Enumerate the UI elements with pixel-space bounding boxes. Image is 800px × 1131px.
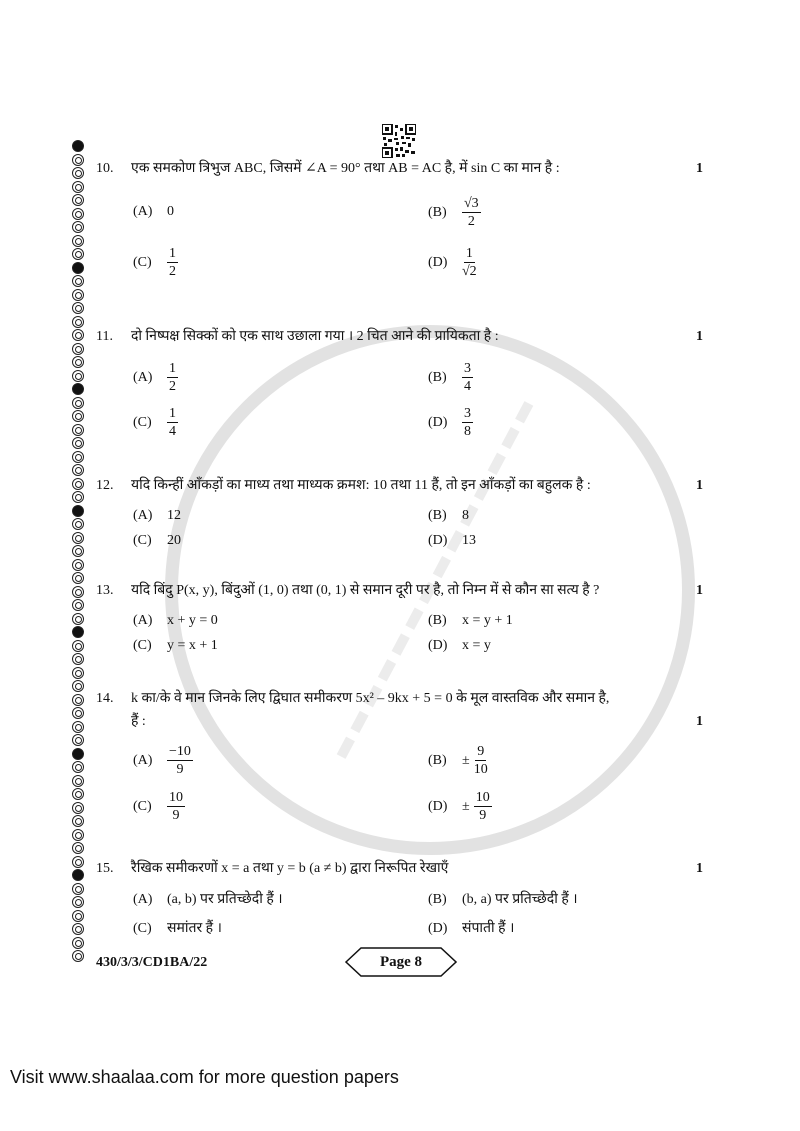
fraction — [462, 195, 481, 230]
ring-icon — [72, 167, 84, 179]
ring-icon — [72, 707, 84, 719]
numerator: 3 — [464, 406, 471, 421]
ring-icon — [72, 910, 84, 922]
ring-icon — [72, 788, 84, 800]
option-label: (C) — [133, 638, 152, 653]
fraction — [474, 789, 492, 824]
paper-code: 430/3/3/CD1BA/22 — [96, 955, 208, 970]
question-marks: 1 — [696, 329, 703, 344]
ring-icon — [72, 410, 84, 422]
fraction — [462, 360, 473, 395]
option-a — [133, 891, 283, 909]
option-b — [428, 612, 513, 630]
filled-ring-icon — [72, 869, 84, 881]
option-label: (B) — [428, 613, 447, 628]
option-b — [428, 743, 488, 778]
numerator: 10 — [475, 790, 490, 805]
denominator: 4 — [169, 424, 176, 439]
question-marks: 1 — [696, 583, 703, 598]
numerator: −10 — [169, 744, 191, 759]
plus-minus-sign: ± — [462, 752, 470, 768]
numerator: 1 — [169, 246, 176, 261]
option-b — [428, 360, 473, 395]
option-c — [133, 532, 181, 550]
option-label: (B) — [428, 204, 447, 220]
question-text: रैखिक समीकरणों x = a तथा y = b (a ≠ b) द्वारा निरूपित रेखाएँ — [131, 861, 449, 876]
option-d — [428, 405, 473, 440]
ring-icon — [72, 275, 84, 287]
option-d — [428, 245, 477, 280]
numerator: 9 — [477, 744, 485, 759]
page-number: Page 8 — [379, 954, 423, 970]
ring-icon — [72, 451, 84, 463]
denominator: 8 — [464, 424, 471, 439]
option-b — [428, 195, 481, 230]
question-text: एक समकोण त्रिभुज ABC, जिसमें ∠A = 90° तथा AB = AC है, में sin C का मान है : — [131, 161, 560, 176]
denominator: 9 — [176, 762, 184, 777]
option-value: 20 — [167, 533, 181, 548]
option-c — [133, 920, 222, 938]
denominator: 2 — [169, 264, 176, 279]
ring-icon — [72, 491, 84, 503]
filled-ring-icon — [72, 383, 84, 395]
ring-icon — [72, 829, 84, 841]
question-text-continued: हैं : — [131, 714, 146, 729]
denominator: 10 — [473, 762, 488, 777]
ring-icon — [72, 518, 84, 530]
option-label: (B) — [428, 752, 447, 768]
ring-icon — [72, 572, 84, 584]
question-text: यदि बिंदु P(x, y), बिंदुओं (1, 0) तथा (0, 1) से समान दूरी पर है, तो निम्न में से कौन सा सत्य है ? — [131, 583, 600, 598]
option-value: x = y — [462, 638, 491, 653]
ring-icon — [72, 680, 84, 692]
ring-icon — [72, 343, 84, 355]
option-label: (C) — [133, 254, 152, 270]
question-marks: 1 — [696, 714, 703, 729]
option-a — [133, 743, 193, 778]
ring-icon — [72, 221, 84, 233]
question-number: 14. — [96, 691, 114, 706]
option-d — [428, 920, 514, 938]
numerator: 10 — [169, 790, 183, 805]
ring-icon — [72, 356, 84, 368]
ring-icon — [72, 464, 84, 476]
ring-icon — [72, 734, 84, 746]
option-a — [133, 203, 174, 221]
ring-icon — [72, 667, 84, 679]
question-number: 12. — [96, 478, 114, 493]
option-d — [428, 789, 492, 824]
option-label: (A) — [133, 369, 153, 385]
ring-icon — [72, 478, 84, 490]
filled-ring-icon — [72, 626, 84, 638]
ring-icon — [72, 545, 84, 557]
option-label: (A) — [133, 508, 153, 523]
ring-icon — [72, 248, 84, 260]
option-value: 0 — [167, 204, 174, 219]
option-value: (a, b) पर प्रतिच्छेदी हैं । — [167, 892, 283, 907]
ring-icon — [72, 842, 84, 854]
ring-icon — [72, 302, 84, 314]
filled-ring-icon — [72, 262, 84, 274]
numerator: 3 — [464, 361, 471, 376]
ring-icon — [72, 694, 84, 706]
ring-icon — [72, 937, 84, 949]
option-label: (C) — [133, 798, 152, 814]
fraction — [167, 743, 193, 778]
denominator: 4 — [464, 379, 471, 394]
denominator: 9 — [172, 808, 180, 823]
ring-icon — [72, 370, 84, 382]
option-label: (D) — [428, 638, 448, 653]
ring-icon — [72, 424, 84, 436]
option-label: (C) — [133, 533, 152, 548]
question-marks: 1 — [696, 861, 703, 876]
option-label: (C) — [133, 921, 152, 936]
option-d — [428, 637, 491, 655]
numerator: √3 — [464, 196, 479, 211]
question-number: 13. — [96, 583, 114, 598]
option-label: (B) — [428, 508, 447, 523]
fraction — [167, 789, 185, 824]
ring-icon — [72, 721, 84, 733]
fraction — [167, 245, 178, 280]
question-marks: 1 — [696, 161, 703, 176]
ring-icon — [72, 761, 84, 773]
option-label: (D) — [428, 921, 448, 936]
filled-ring-icon — [72, 140, 84, 152]
ring-icon — [72, 950, 84, 962]
filled-ring-icon — [72, 748, 84, 760]
option-value: 13 — [462, 533, 476, 548]
option-label: (D) — [428, 533, 448, 548]
option-b — [428, 891, 578, 909]
option-c — [133, 637, 218, 655]
question-marks: 1 — [696, 478, 703, 493]
numerator: 1 — [169, 406, 176, 421]
filled-ring-icon — [72, 505, 84, 517]
plus-minus-sign: ± — [462, 798, 470, 814]
option-label: (D) — [428, 254, 448, 270]
denominator: √2 — [462, 264, 477, 279]
option-c — [133, 245, 178, 280]
option-label: (B) — [428, 369, 447, 385]
fraction — [462, 405, 473, 440]
option-label: (A) — [133, 892, 153, 907]
ring-icon — [72, 653, 84, 665]
ring-icon — [72, 599, 84, 611]
denominator: 9 — [479, 808, 487, 823]
option-value: x + y = 0 — [167, 613, 218, 628]
ring-icon — [72, 896, 84, 908]
option-value: y = x + 1 — [167, 638, 218, 653]
option-c — [133, 789, 185, 824]
ring-icon — [72, 316, 84, 328]
question-text: k का/के वे मान जिनके लिए द्विघात समीकरण 5x² – 9kx + 5 = 0 के मूल वास्तविक और समान है, — [131, 691, 610, 706]
option-value: समांतर हैं । — [167, 921, 222, 936]
question-text: दो निष्पक्ष सिक्कों को एक साथ उछाला गया । 2 चित आने की प्रायिकता है : — [131, 329, 499, 344]
ring-icon — [72, 397, 84, 409]
option-value: 12 — [167, 508, 181, 523]
option-value: x = y + 1 — [462, 613, 513, 628]
option-label: (C) — [133, 414, 152, 430]
ring-icon — [72, 883, 84, 895]
option-a — [133, 360, 178, 395]
option-label: (D) — [428, 798, 448, 814]
option-a — [133, 612, 218, 630]
option-b — [428, 507, 469, 525]
option-label: (D) — [428, 414, 448, 430]
denominator: 2 — [169, 379, 176, 394]
question-number: 10. — [96, 161, 114, 176]
question-number: 15. — [96, 861, 114, 876]
fraction — [462, 245, 477, 280]
ring-icon — [72, 194, 84, 206]
option-label: (B) — [428, 892, 447, 907]
fraction — [167, 405, 178, 440]
ring-icon — [72, 856, 84, 868]
question-text: यदि किन्हीं आँकड़ों का माध्य तथा माध्यक क्रमश: 10 तथा 11 हैं, तो इन आँकड़ों का बहुलक है : — [131, 478, 591, 493]
margin-ring-border — [70, 140, 88, 970]
visit-footer-text: Visit www.shaalaa.com for more question papers — [10, 1067, 399, 1087]
qr-code-icon — [382, 124, 416, 158]
option-label: (A) — [133, 752, 153, 768]
ring-icon — [72, 640, 84, 652]
ring-icon — [72, 802, 84, 814]
ring-icon — [72, 559, 84, 571]
option-label: (A) — [133, 613, 153, 628]
option-value: 8 — [462, 508, 469, 523]
ring-icon — [72, 437, 84, 449]
ring-icon — [72, 815, 84, 827]
option-c — [133, 405, 178, 440]
ring-icon — [72, 208, 84, 220]
ring-icon — [72, 775, 84, 787]
ring-icon — [72, 532, 84, 544]
numerator: 1 — [169, 361, 176, 376]
ring-icon — [72, 923, 84, 935]
option-value: (b, a) पर प्रतिच्छेदी हैं । — [462, 892, 578, 907]
fraction — [167, 360, 178, 395]
option-d — [428, 532, 476, 550]
ring-icon — [72, 289, 84, 301]
denominator: 2 — [467, 214, 475, 229]
ring-icon — [72, 613, 84, 625]
ring-icon — [72, 329, 84, 341]
page-number-badge — [345, 947, 457, 977]
option-value: संपाती हैं । — [462, 921, 515, 936]
ring-icon — [72, 154, 84, 166]
ring-icon — [72, 181, 84, 193]
numerator: 1 — [465, 246, 473, 261]
option-label: (A) — [133, 204, 153, 219]
ring-icon — [72, 586, 84, 598]
fraction — [474, 743, 488, 778]
ring-icon — [72, 235, 84, 247]
question-number: 11. — [96, 329, 113, 344]
option-a — [133, 507, 181, 525]
